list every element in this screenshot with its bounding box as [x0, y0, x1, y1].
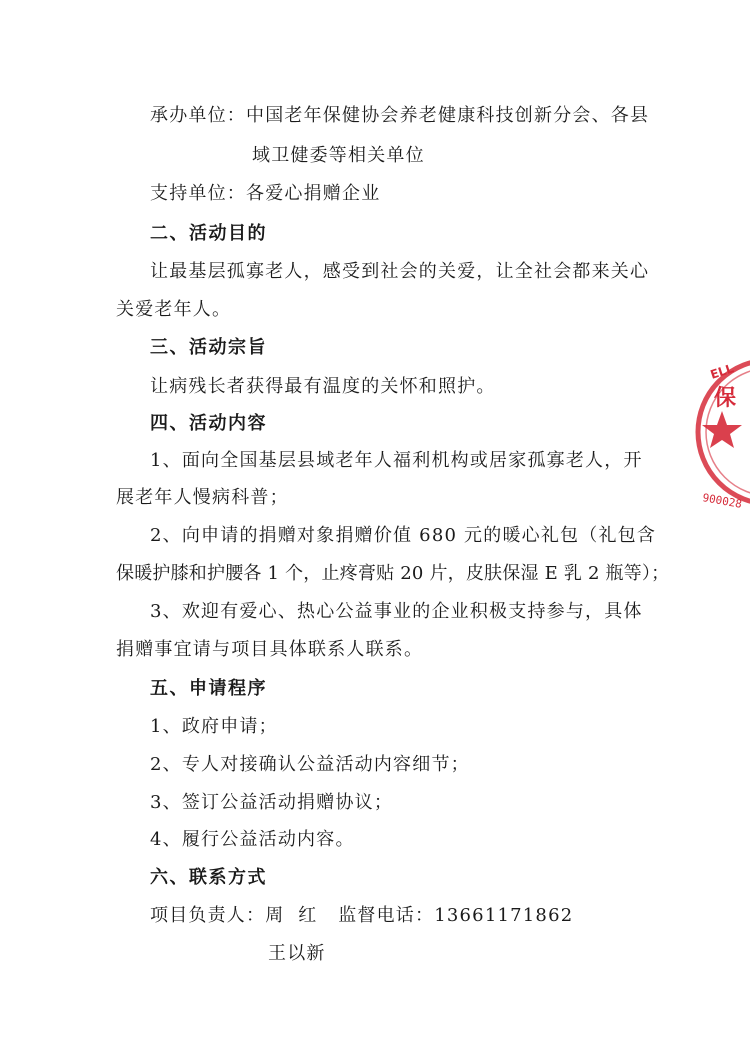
section-6-heading: 六、联系方式 — [150, 867, 267, 888]
section-2-para-line-1: 让最基层孤寡老人，感受到社会的关爱，让全社会都来关心 — [150, 261, 650, 282]
section-3-para: 让病残长者获得最有温度的关怀和照护。 — [150, 376, 496, 397]
item-4-3-line-2: 捐赠事宜请与项目具体联系人联系。 — [116, 639, 424, 660]
organizer-line-2: 域卫健委等相关单位 — [252, 145, 425, 166]
item-4-2-line-1: 2、向申请的捐赠对象捐赠价值 680 元的暖心礼包（礼包含 — [150, 525, 657, 546]
item-4-1-line-2: 展老年人慢病科普； — [116, 487, 289, 508]
seal-top-text: ELL — [708, 361, 736, 382]
item-5-2: 2、专人对接确认公益活动内容细节； — [150, 754, 470, 775]
organizer-line-1: 承办单位：中国老年保健协会养老健康科技创新分会、各县 — [150, 105, 650, 126]
seal-bottom-number: 900028 — [701, 491, 743, 511]
contact-line-1: 项目负责人：周 红 监督电话：13661171862 — [150, 905, 574, 926]
section-4-heading: 四、活动内容 — [150, 413, 267, 434]
item-5-3: 3、签订公益活动捐赠协议； — [150, 792, 394, 813]
item-4-1-line-1: 1、面向全国基层县域老年人福利机构或居家孤寡老人，开 — [150, 450, 643, 471]
contact-line-2: 王以新 — [268, 943, 326, 964]
section-5-heading: 五、申请程序 — [150, 678, 267, 699]
item-4-2-line-2: 保暖护膝和护腰各 1 个，止疼膏贴 20 片，皮肤保湿 E 乳 2 瓶等）； — [116, 563, 670, 584]
item-5-1: 1、政府申请； — [150, 716, 278, 737]
section-2-para-line-2: 关爱老年人。 — [116, 299, 232, 320]
item-5-4: 4、履行公益活动内容。 — [150, 829, 355, 850]
section-2-heading: 二、活动目的 — [150, 223, 267, 244]
official-seal-stamp — [692, 345, 750, 520]
item-4-3-line-1: 3、欢迎有爱心、热心公益事业的企业积极支持参与，具体 — [150, 601, 643, 622]
supporter-line: 支持单位：各爱心捐赠企业 — [150, 183, 381, 204]
section-3-heading: 三、活动宗旨 — [150, 337, 267, 358]
seal-char: 保 — [714, 386, 737, 411]
